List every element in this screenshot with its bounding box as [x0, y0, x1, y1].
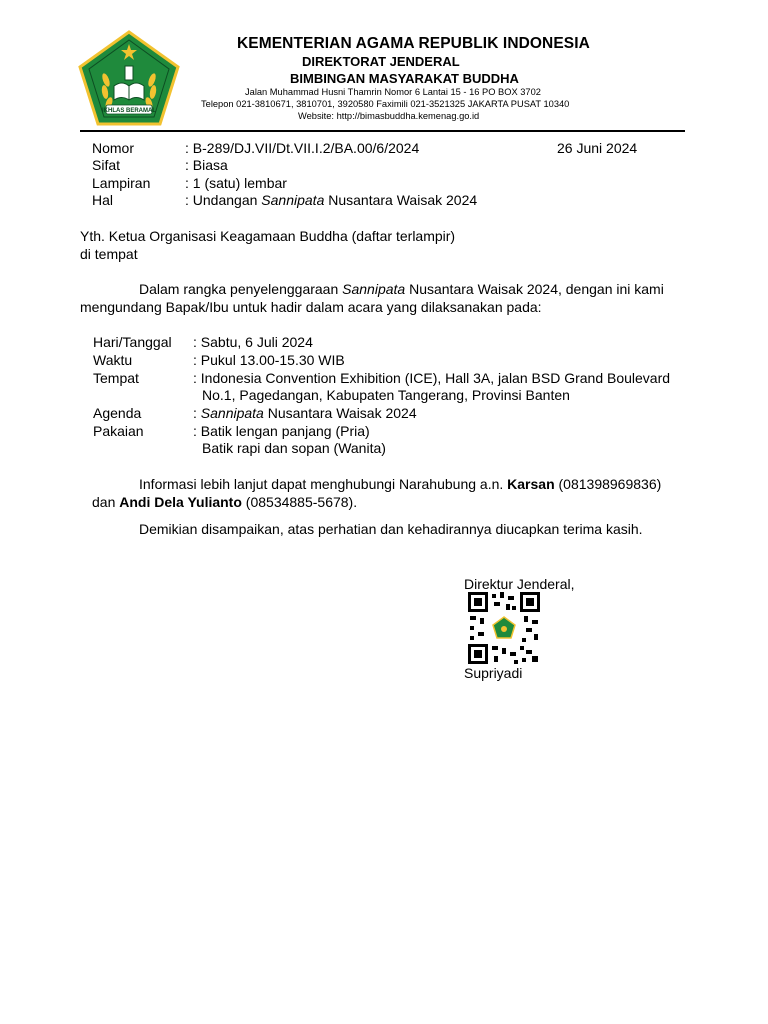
- recipient-line: Yth. Ketua Organisasi Keagamaan Buddha (daftar terlampir): [80, 228, 456, 244]
- signature-qr-code: [468, 592, 540, 664]
- signatory-name: Supriyadi: [464, 665, 523, 681]
- info-line1: Informasi lebih lanjut dapat menghubungi Narahubung a.n. Karsan (081398969836): [139, 476, 662, 492]
- recipient-place: di tempat: [80, 246, 138, 262]
- agenda-value: : Sannipata Nusantara Waisak 2024: [193, 405, 417, 421]
- lampiran-value: : 1 (satu) lembar: [185, 175, 287, 191]
- tempat-value: : Indonesia Convention Exhibition (ICE), Hall 3A, jalan BSD Grand Boulevard: [193, 370, 671, 386]
- closing-line: Demikian disampaikan, atas perhatian dan kehadirannya diucapkan terima kasih.: [139, 521, 643, 537]
- tempat-label: Tempat: [93, 370, 139, 386]
- signature-title: Direktur Jenderal,: [464, 576, 575, 592]
- phone-line: Telepon 021-3810671, 3810701, 3920580 Faximili 021-3521325 JAKARTA PUSAT 10340: [201, 99, 570, 109]
- division-name: BIMBINGAN MASYARAKAT BUDDHA: [290, 71, 519, 86]
- hari-label: Hari/Tanggal: [93, 334, 172, 350]
- lampiran-label: Lampiran: [92, 175, 151, 191]
- hal-value: : Undangan Sannipata Nusantara Waisak 2024: [185, 192, 478, 208]
- nomor-value: : B-289/DJ.VII/Dt.VII.I.2/BA.00/6/2024: [185, 140, 420, 156]
- tempat-value-cont: No.1, Pagedangan, Kabupaten Tangerang, Provinsi Banten: [202, 387, 570, 403]
- kemenag-logo: [78, 30, 180, 126]
- pakaian-value-cont: Batik rapi dan sopan (Wanita): [202, 440, 386, 456]
- logo-motto: IKHLAS BERAMAL: [102, 108, 156, 114]
- intro-paragraph-line2: mengundang Bapak/Ibu untuk hadir dalam acara yang dilaksanakan pada:: [80, 299, 542, 315]
- address-line: Jalan Muhammad Husni Thamrin Nomor 6 Lantai 15 - 16 PO BOX 3702: [245, 87, 541, 97]
- sifat-value: : Biasa: [185, 157, 228, 173]
- pakaian-value: : Batik lengan panjang (Pria): [193, 423, 370, 439]
- letterhead-divider: [80, 130, 685, 132]
- website-line: Website: http://bimasbuddha.kemenag.go.id: [298, 111, 480, 121]
- letter-date: 26 Juni 2024: [557, 140, 638, 156]
- waktu-value: : Pukul 13.00-15.30 WIB: [193, 352, 345, 368]
- info-line2: dan Andi Dela Yulianto (08534885-5678).: [92, 494, 358, 510]
- ministry-name: KEMENTERIAN AGAMA REPUBLIK INDONESIA: [237, 35, 590, 52]
- directorate-name: DIREKTORAT JENDERAL: [302, 54, 460, 69]
- nomor-label: Nomor: [92, 140, 135, 156]
- agenda-label: Agenda: [93, 405, 142, 421]
- waktu-label: Waktu: [93, 352, 133, 368]
- sifat-label: Sifat: [92, 157, 121, 173]
- hal-label: Hal: [92, 192, 114, 208]
- intro-paragraph-line1: Dalam rangka penyelenggaraan Sannipata Nusantara Waisak 2024, dengan ini kami: [139, 281, 664, 297]
- pakaian-label: Pakaian: [93, 423, 144, 439]
- hari-value: : Sabtu, 6 Juli 2024: [193, 334, 313, 350]
